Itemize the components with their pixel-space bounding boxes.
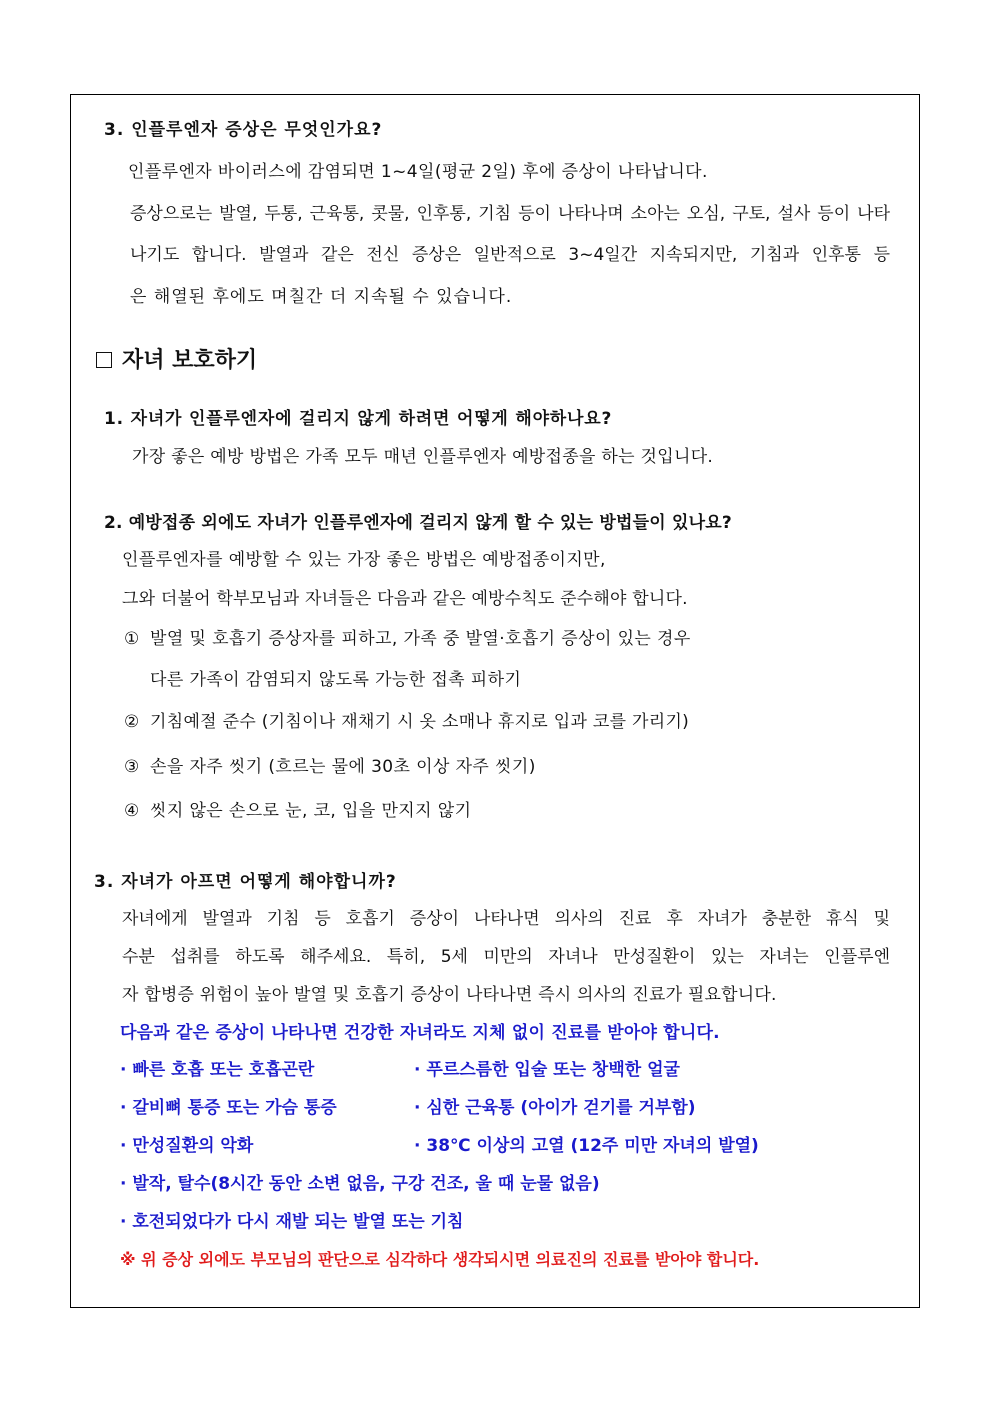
checkbox-icon bbox=[96, 352, 112, 368]
rule-text: 기침예절 준수 (기침이나 재채기 시 옷 소매나 휴지로 입과 코를 가리기) bbox=[150, 712, 690, 732]
prevention-line-1: 가장 좋은 예방 방법은 가족 모두 매년 인플루엔자 예방접종을 하는 것입니다. bbox=[132, 447, 714, 467]
rule-item-3 bbox=[124, 756, 536, 778]
warning-left-2: · 갈비뼈 통증 또는 가슴 통증 bbox=[120, 1098, 337, 1118]
rule-item-2 bbox=[124, 711, 689, 733]
symptoms-heading: 3. 인플루엔자 증상은 무엇인가요? bbox=[104, 120, 383, 140]
warning-left-1: · 빠른 호흡 또는 호흡곤란 bbox=[120, 1060, 315, 1080]
warning-right-3: · 38℃ 이상의 고열 (12주 미만 자녀의 발열) bbox=[414, 1136, 759, 1156]
warning-full-1: · 발작, 탈수(8시간 동안 소변 없음, 구강 건조, 울 때 눈물 없음) bbox=[120, 1174, 600, 1194]
warning-right-2: · 심한 근육통 (아이가 걷기를 거부함) bbox=[414, 1098, 696, 1118]
rule-item-1 bbox=[124, 628, 691, 650]
rule-number: ④ bbox=[124, 801, 140, 821]
rule-text: 발열 및 호흡기 증상자를 피하고, 가족 중 발열·호흡기 증상이 있는 경우 bbox=[150, 629, 691, 649]
warning-intro: 다음과 같은 증상이 나타나면 건강한 자녀라도 지체 없이 진료를 받아야 합니다. bbox=[120, 1023, 720, 1043]
rule-number: ① bbox=[124, 629, 140, 649]
rule-number: ③ bbox=[124, 757, 140, 777]
sick-child-line-1: 자녀에게 발열과 기침 등 호흡기 증상이 나타나면 의사의 진료 후 자녀가 충분한 휴식 및 bbox=[122, 909, 890, 929]
rule-text: 손을 자주 씻기 (흐르는 물에 30초 이상 자주 씻기) bbox=[150, 757, 536, 777]
rule-number: ② bbox=[124, 712, 140, 732]
other-methods-line-2: 그와 더불어 학부모님과 자녀들은 다음과 같은 예방수칙도 준수해야 합니다. bbox=[122, 589, 688, 609]
rule-item-1-continued: 다른 가족이 감염되지 않도록 가능한 접촉 피하기 bbox=[150, 670, 522, 690]
warning-right-1: · 푸르스름한 입술 또는 창백한 얼굴 bbox=[414, 1060, 680, 1080]
symptoms-line-2: 증상으로는 발열, 두통, 근육통, 콧물, 인후통, 기침 등이 나타나며 소아는 오심, 구토, 설사 등이 나타 bbox=[130, 204, 890, 224]
rule-item-4 bbox=[124, 800, 471, 822]
note: ※ 위 증상 외에도 부모님의 판단으로 심각하다 생각되시면 의료진의 진료를 받아야 합니다. bbox=[120, 1250, 760, 1269]
symptoms-line-1: 인플루엔자 바이러스에 감염되면 1~4일(평균 2일) 후에 증상이 나타납니다. bbox=[128, 162, 708, 182]
content-frame bbox=[70, 94, 920, 1308]
prevention-heading: 1. 자녀가 인플루엔자에 걸리지 않게 하려면 어떻게 해야하나요? bbox=[104, 409, 613, 429]
other-methods-heading: 2. 예방접종 외에도 자녀가 인플루엔자에 걸리지 않게 할 수 있는 방법들이 있나요? bbox=[104, 513, 732, 533]
warning-left-3: · 만성질환의 악화 bbox=[120, 1136, 254, 1156]
section-title bbox=[96, 347, 257, 375]
section-title-text: 자녀 보호하기 bbox=[122, 348, 258, 373]
symptoms-line-4: 은 해열된 후에도 며칠간 더 지속될 수 있습니다. bbox=[130, 287, 513, 307]
symptoms-line-3: 나기도 합니다. 발열과 같은 전신 증상은 일반적으로 3~4일간 지속되지만, 기침과 인후통 등 bbox=[130, 245, 890, 265]
rule-text: 씻지 않은 손으로 눈, 코, 입을 만지지 않기 bbox=[150, 801, 472, 821]
warning-full-2: · 호전되었다가 다시 재발 되는 발열 또는 기침 bbox=[120, 1212, 464, 1232]
sick-child-line-3: 자 합병증 위험이 높아 발열 및 호흡기 증상이 나타나면 즉시 의사의 진료가 필요합니다. bbox=[122, 985, 777, 1005]
sick-child-heading: 3. 자녀가 아프면 어떻게 해야합니까? bbox=[94, 872, 397, 892]
other-methods-line-1: 인플루엔자를 예방할 수 있는 가장 좋은 방법은 예방접종이지만, bbox=[122, 550, 606, 570]
sick-child-line-2: 수분 섭취를 하도록 해주세요. 특히, 5세 미만의 자녀나 만성질환이 있는 자녀는 인플루엔 bbox=[122, 947, 890, 967]
